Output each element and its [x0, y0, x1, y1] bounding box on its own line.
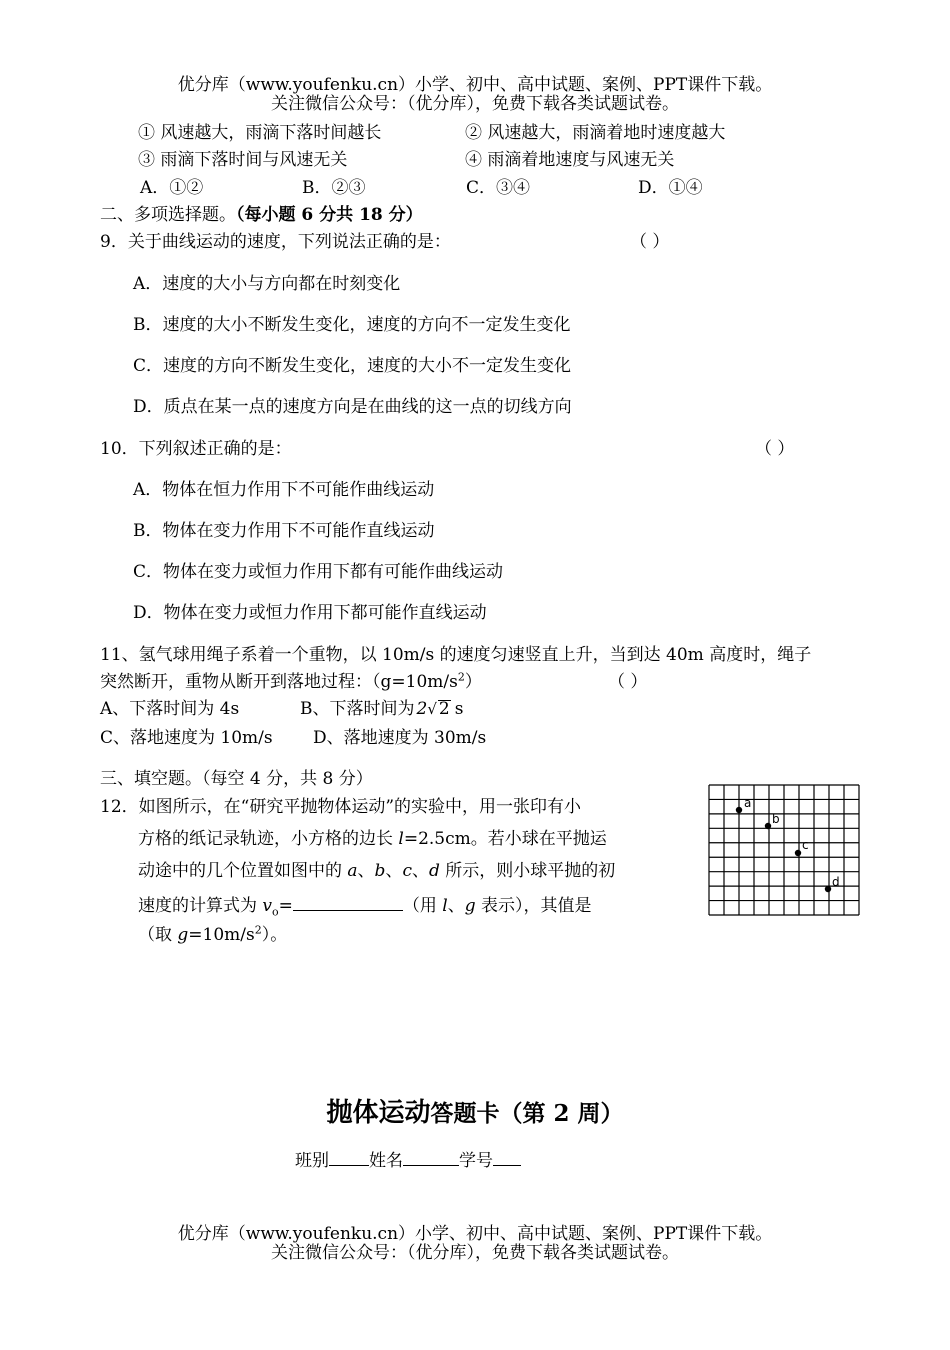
q12-sep-2: 、: [385, 861, 403, 881]
label-d: d: [832, 875, 840, 889]
q10-stem: 10．下列叙述正确的是：: [100, 439, 292, 459]
q9-option-b: B．速度的大小不断发生变化，速度的方向不一定发生变化: [133, 315, 571, 335]
answer-card-title-rest: 答题卡（第 2 周）: [430, 1100, 624, 1127]
q12-line-4-pre: 速度的计算式为: [138, 896, 263, 916]
q12-line-4-mid: （用: [402, 896, 443, 916]
q8-statement-2: ② 风速越大，雨滴着地时速度越大: [465, 123, 726, 143]
q9-answer-paren: （ ）: [630, 232, 670, 252]
q12-var-g-2: g: [177, 925, 189, 945]
point-b: [765, 823, 771, 829]
id-blank[interactable]: [493, 1148, 521, 1166]
q12-line-4: [138, 893, 592, 919]
q11-option-b-coef: 2: [416, 699, 428, 719]
q9-option-d: D．质点在某一点的速度方向是在曲线的这一点的切线方向: [133, 397, 572, 417]
q8-statement-1: ① 风速越大，雨滴下落时间越长: [138, 123, 382, 143]
q8-option-a: A．①②: [140, 178, 204, 198]
q12-equals: =: [278, 896, 293, 916]
label-c: c: [802, 838, 809, 852]
q8-statement-3: ③ 雨滴下落时间与风速无关: [138, 150, 348, 170]
q11-line2-sup: 2: [457, 670, 465, 684]
q8-option-d: D．①④: [638, 178, 703, 198]
q12-answer-blank[interactable]: [293, 893, 403, 911]
q12-line-3: [138, 861, 615, 881]
answer-card-title-bold: 抛体运动: [326, 1098, 431, 1128]
section-2-title: [100, 205, 423, 225]
q11-option-a: A、下落时间为 4s: [100, 699, 240, 719]
point-c: [795, 850, 801, 856]
header-line-2: 关注微信公众号：（优分库），免费下载各类试题试卷。: [271, 94, 679, 114]
q12-var-v: v: [262, 896, 273, 916]
q12-var-b: b: [374, 861, 386, 881]
q9-option-c: C．速度的方向不断发生变化，速度的大小不一定发生变化: [133, 356, 572, 376]
q11-line2-text: 突然断开，重物从断开到落地过程：（g=10m/s: [100, 672, 458, 692]
section-2-title-normal: 二、多项选择题。: [100, 205, 236, 225]
q11-answer-paren: （ ）: [608, 672, 648, 692]
id-label: 学号: [459, 1151, 493, 1171]
q12-var-g: g: [464, 896, 476, 916]
q12-line-3-post: 所示，则小球平抛的初: [439, 861, 616, 881]
q12-sep-4: 、: [447, 896, 465, 916]
q12-line-2-post: =2.5cm。若小球在平抛运: [403, 829, 607, 849]
name-blank[interactable]: [403, 1148, 459, 1166]
q12-line-4-post: 表示），其值是: [475, 896, 592, 916]
q10-answer-paren: （ ）: [755, 439, 795, 459]
q11-option-c: C、落地速度为 10m/s: [100, 728, 273, 748]
label-b: b: [772, 812, 780, 826]
q10-option-c: C．物体在变力或恒力作用下都有可能作曲线运动: [133, 562, 504, 582]
answer-card-title: [0, 1098, 950, 1129]
q8-statement-4: ④ 雨滴着地速度与风速无关: [465, 150, 675, 170]
q8-option-c: C．③④: [466, 178, 531, 198]
q12-line-5-post: ）。: [261, 925, 288, 945]
q12-line-5: [138, 925, 287, 945]
name-label: 姓名: [369, 1151, 403, 1171]
q12-line-5-pre: （取: [138, 925, 178, 945]
q12-var-d: d: [428, 861, 440, 881]
q12-line-1: 12．如图所示，在“研究平抛物体运动”的实验中，用一张印有小: [100, 797, 582, 817]
q9-stem: 9．关于曲线运动的速度，下列说法正确的是：: [100, 232, 451, 252]
q11-line2-end: ）: [464, 672, 482, 692]
q11-option-d: D、落地速度为 30m/s: [313, 728, 487, 748]
q12-var-l: l: [398, 829, 404, 849]
grid-lines: [709, 785, 859, 915]
q11-option-b-unit: s: [454, 699, 464, 719]
header-line-1: 优分库（www.youfenku.cn）小学、初中、高中试题、案例、PPT课件下载。: [177, 75, 773, 95]
q11-stem-line-2: [100, 672, 482, 692]
section-2-title-bold: （每小题 6 分共 18 分）: [236, 205, 423, 225]
q12-sep-3: 、: [411, 861, 429, 881]
q11-option-b-radicand: 2: [438, 699, 450, 719]
q10-option-a: A．物体在恒力作用下不可能作曲线运动: [133, 480, 435, 500]
point-d: [825, 886, 831, 892]
q12-var-a: a: [347, 861, 358, 881]
q12-line-5-sup: 2: [254, 923, 262, 937]
q12-line-5-mid: =10m/s: [188, 925, 255, 945]
q9-option-a: A．速度的大小与方向都在时刻变化: [133, 274, 401, 294]
point-a: [736, 807, 742, 813]
section-3-title: 三、填空题。（每空 4 分，共 8 分）: [100, 769, 373, 789]
q10-option-b: B．物体在变力作用下不可能作直线运动: [133, 521, 435, 541]
q12-line-3-pre: 动途中的几个位置如图中的: [138, 861, 348, 881]
q8-option-b: B．②③: [302, 178, 366, 198]
q11-stem-line-1: 11、氢气球用绳子系着一个重物，以 10m/s 的速度匀速竖直上升，当到达 40m 高度时，绳子: [100, 645, 812, 665]
q10-option-d: D．物体在变力或恒力作用下都可能作直线运动: [133, 603, 487, 623]
q12-line-2-pre: 方格的纸记录轨迹，小方格的边长: [138, 829, 399, 849]
class-blank[interactable]: [329, 1148, 369, 1166]
q11-option-b: B、下落时间为 2√ 2 s: [300, 699, 464, 719]
q11-option-b-text: B、下落时间为: [300, 699, 415, 719]
q12-var-c: c: [402, 861, 412, 881]
footer-line-2: 关注微信公众号：（优分库），免费下载各类试题试卷。: [271, 1243, 679, 1263]
class-label: 班别: [295, 1151, 329, 1171]
q12-line-2: [138, 829, 607, 849]
footer-line-1: 优分库（www.youfenku.cn）小学、初中、高中试题、案例、PPT课件下载。: [177, 1224, 773, 1244]
label-a: a: [744, 796, 752, 810]
trajectory-grid-figure: [706, 782, 862, 920]
student-info-line: [295, 1148, 521, 1171]
q12-var-v-sub: o: [272, 905, 279, 919]
q12-sep-1: 、: [357, 861, 375, 881]
q12-var-l-2: l: [442, 896, 448, 916]
